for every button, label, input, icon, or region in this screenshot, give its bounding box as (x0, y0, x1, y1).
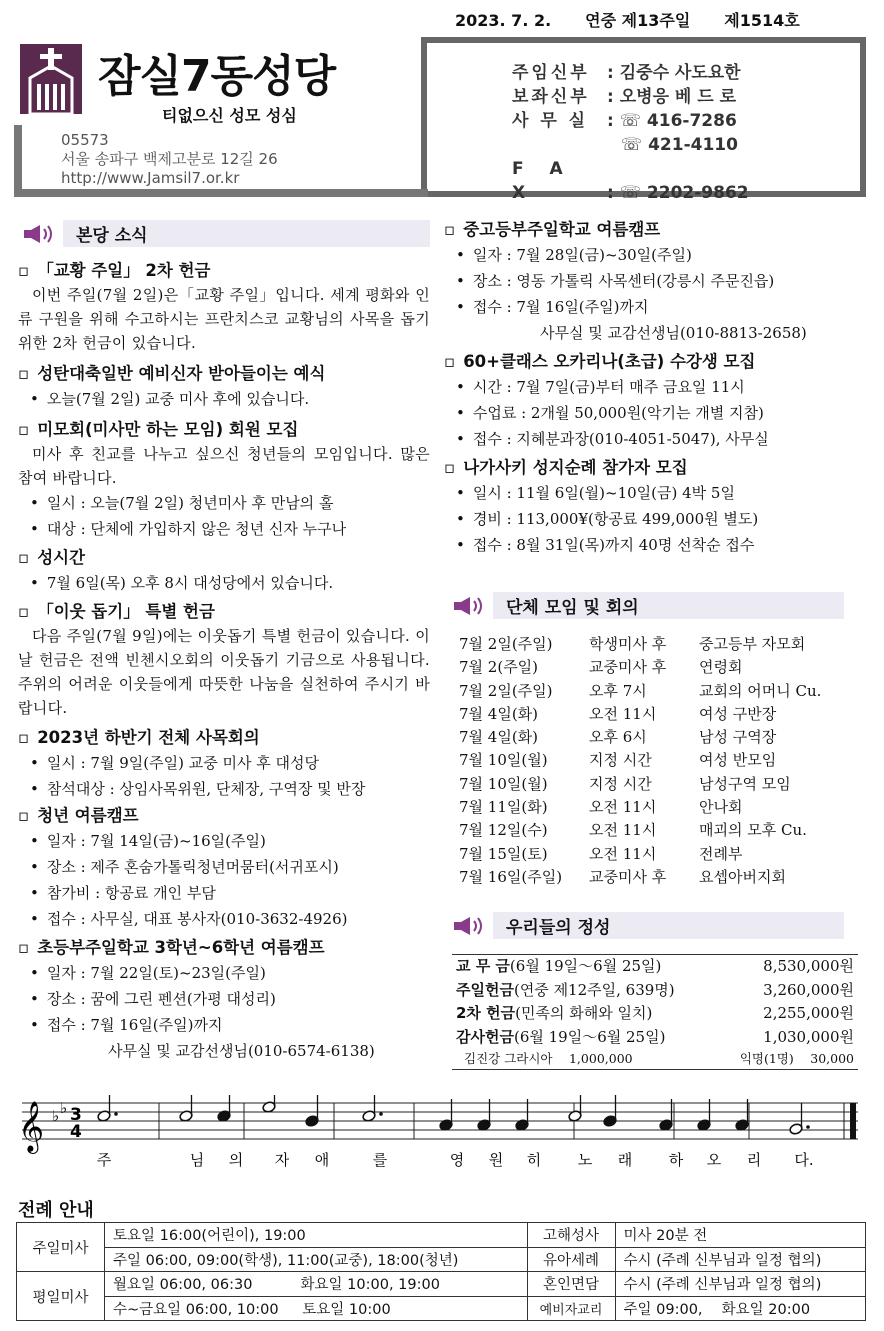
schedule-time: 오전 11시 (589, 821, 657, 840)
news-bullet-continued: 사무실 및 교감선생님(010-8813-2658) (540, 324, 807, 342)
schedule-group: 매괴의 모후 Cu. (699, 821, 807, 840)
speaker-icon (452, 595, 488, 617)
liturgy-row (17, 1223, 866, 1248)
schedule-date: 7월 15일(토) (459, 844, 548, 863)
news-bullet: • 시간 : 7월 7일(금)부터 매주 금요일 11시 (444, 374, 864, 400)
zip-code: 05573 (61, 131, 109, 149)
schedule-row (459, 796, 859, 819)
lyric-syllable: 다. (794, 1151, 814, 1169)
schedule-date: 7월 4일(화) (459, 704, 539, 723)
schedule-group: 남성구역 모임 (699, 774, 791, 793)
schedule-row (459, 843, 859, 866)
news-bullet: • 장소 : 꿈에 그린 펜션(가평 대성리) (18, 986, 430, 1012)
issue-date: 2023. 7. 2. (455, 11, 552, 30)
lyric-syllable: 히 (526, 1151, 542, 1169)
lyric-syllable: 의 (228, 1151, 244, 1169)
news-bullet: • 일자 : 7월 14일(금)~16일(주일) (18, 828, 430, 854)
schedule-time: 오후 7시 (589, 681, 647, 700)
liturgy-row (17, 1296, 866, 1321)
news-bullet-continued: 사무실 및 교감선생님(010-6574-6138) (108, 1042, 375, 1060)
schedule-time: 교중미사 후 (589, 658, 667, 677)
parish-address (61, 131, 278, 188)
liturgy-table (16, 1222, 866, 1321)
news-title-pastoral-meeting: ▫ 2023년 하반기 전체 사목회의 (18, 726, 430, 750)
news-bullet: • 대상 : 단체에 가입하지 않은 청년 신자 누구나 (18, 516, 430, 542)
section-header-parish-news: 본당 소식 (18, 220, 430, 247)
liturgy-row (17, 1247, 866, 1272)
news-title-highschool-camp: ▫ 중고등부주일학교 여름캠프 (444, 218, 864, 242)
infant-baptism-time: 수시 (주례 신부님과 일정 협의) (615, 1247, 865, 1272)
lyric-syllable: 를 (372, 1151, 388, 1169)
left-column (18, 220, 430, 1064)
schedule-row (459, 703, 859, 726)
schedule-time: 오후 6시 (589, 728, 647, 747)
news-title-elementary-camp: ▫ 초등부주일학교 3학년~6학년 여름캠프 (18, 936, 430, 960)
schedule-time: 오전 11시 (589, 798, 657, 817)
schedule-date: 7월 4일(화) (459, 728, 539, 747)
schedule-group: 교회의 어머니 Cu. (699, 681, 822, 700)
section-header-meetings: 단체 모임 및 회의 (448, 592, 844, 619)
speaker-icon (452, 915, 488, 937)
news-title-neighbor-offering: ▫ 「이웃 돕기」 특별 헌금 (18, 600, 430, 624)
contact-row: ☏ 421-4110 (620, 135, 738, 155)
contact-row: 보좌신부 : 오병응 베 드 로 (512, 87, 737, 107)
catechumen-class-header: 예비자교리 (527, 1296, 615, 1321)
section-header-offerings: 우리들의 정성 (448, 912, 844, 939)
marriage-interview-header: 혼인면담 (527, 1272, 615, 1297)
liturgical-week: 연중 제13주일 (585, 11, 691, 30)
treble-clef-icon: 𝄞 (18, 1101, 45, 1152)
lyric-syllable: 주 (96, 1151, 112, 1169)
lyric-syllable: 애 (314, 1151, 330, 1169)
schedule-row (459, 656, 859, 679)
lyrics (97, 1151, 814, 1169)
news-bullet: • 참가비 : 항공료 개인 부담 (18, 880, 430, 906)
infant-baptism-header: 유아세례 (527, 1247, 615, 1272)
news-title-mimohoe: ▫ 미모회(미사만 하는 모임) 회원 모집 (18, 418, 430, 442)
contact-row: 주임신부 : 김중수 사도요한 (512, 63, 741, 83)
contact-row: 사 무 실 : ☏ 416-7286 (512, 111, 737, 131)
flat-sign-icon: ♭ (60, 1099, 68, 1117)
schedule-group: 연령회 (699, 658, 743, 677)
news-bullet: • 오늘(7월 2일) 교중 미사 후에 있습니다. (18, 386, 430, 412)
news-bullet: • 장소 : 영동 가톨릭 사목센터(강릉시 주문진읍) (444, 268, 864, 294)
schedule-row (459, 819, 859, 842)
parish-name: 잠실7동성당 (98, 51, 336, 102)
hymn-score (14, 1095, 864, 1175)
schedule-date: 7월 2일(주일) (459, 681, 553, 700)
schedule-time: 지정 시간 (589, 774, 652, 793)
news-bullet: • 일시 : 7월 9일(주일) 교중 미사 후 대성당 (18, 750, 430, 776)
schedule-group: 요셉아버지회 (699, 867, 786, 886)
website-link[interactable]: http://www.Jamsil7.or.kr (61, 169, 240, 187)
street-address: 서울 송파구 백제고분로 12길 26 (61, 150, 278, 168)
church-logo-icon (20, 44, 82, 114)
news-title-catechumen-rite: ▫ 성탄대축일반 예비신자 받아들이는 예식 (18, 362, 430, 386)
news-bullet: • 일자 : 7월 28일(금)~30일(주일) (444, 242, 864, 268)
schedule-group: 여성 반모임 (699, 751, 777, 770)
schedule-date: 7월 16일(주일) (459, 867, 563, 886)
liturgy-row (17, 1272, 866, 1297)
schedule-row (459, 633, 859, 656)
news-bullet: • 접수 : 지혜분과장(010-4051-5047), 사무실 (444, 426, 864, 452)
offering-detail-row: 김진강 그라시아 1,000,000 익명(1명) 30,000 (464, 1051, 854, 1066)
weekday-mass-time: 수~금요일 06:00, 10:00 토요일 10:00 (105, 1296, 528, 1321)
schedule-row (459, 749, 859, 772)
news-text: 이번 주일(7월 2일)은「교황 주일」입니다. 세계 평화와 인류 구원을 위해 수고하시는 프란치스코 교황님의 사목을 돕기 위한 2차 헌금이 있습니다. (18, 286, 430, 352)
lyric-syllable: 래 (617, 1151, 633, 1169)
news-title-holy-hour: ▫ 성시간 (18, 546, 430, 570)
news-bullet: • 경비 : 113,000¥(항공료 499,000원 별도) (444, 506, 864, 532)
schedule-time: 학생미사 후 (589, 635, 667, 653)
schedule-group: 중고등부 자모회 (699, 635, 806, 653)
offerings-table (452, 954, 858, 1070)
news-bullet: • 참석대상 : 상임사목위원, 단체장, 구역장 및 반장 (18, 776, 430, 802)
sunday-mass-time: 주일 06:00, 09:00(학생), 11:00(교중), 18:00(청년) (105, 1247, 528, 1272)
news-bullet: • 장소 : 제주 혼숨가톨릭청년머뭄터(서귀포시) (18, 854, 430, 880)
news-bullet: • 접수 : 8월 31일(목)까지 40명 선착순 접수 (444, 532, 864, 558)
note-dot (806, 1125, 810, 1129)
schedule-date: 7월 11일(화) (459, 798, 548, 817)
schedule-group: 안나회 (699, 798, 743, 817)
schedule-group: 남성 구역장 (699, 728, 777, 747)
offering-row: 감사헌금(6월 19일～6월 25일) 1,030,000원 (456, 1027, 854, 1046)
lyric-syllable: 리 (746, 1151, 762, 1169)
news-title-ocarina: ▫ 60+클래스 오카리나(초급) 수강생 모집 (444, 350, 864, 374)
schedule-time: 지정 시간 (589, 751, 652, 770)
schedule-date: 7월 2(주일) (459, 658, 539, 677)
time-signature: 3 (70, 1105, 82, 1125)
final-barline (850, 1103, 856, 1139)
news-bullet: • 일시 : 11월 6일(월)~10일(금) 4박 5일 (444, 480, 864, 506)
liturgy-title: 전례 안내 (18, 1200, 94, 1221)
lyric-syllable: 오 (706, 1151, 722, 1169)
schedule-row (459, 773, 859, 796)
news-bullet: • 접수 : 사무실, 대표 봉사자(010-3632-4926) (18, 906, 430, 932)
news-bullet: • 7월 6일(목) 오후 8시 대성당에서 있습니다. (18, 570, 430, 596)
confession-header: 고해성사 (527, 1223, 615, 1248)
schedule-time: 오전 11시 (589, 704, 657, 723)
lyric-syllable: 영 (449, 1151, 465, 1169)
offering-row: 2차 헌금(민족의 화해와 일치) 2,255,000원 (456, 1004, 854, 1022)
news-title-youth-camp: ▫ 청년 여름캠프 (18, 804, 430, 828)
sunday-mass-header: 주일미사 (17, 1223, 105, 1272)
note-dot (379, 1112, 383, 1116)
speaker-icon (22, 223, 58, 245)
schedule-date: 7월 2일(주일) (459, 635, 553, 653)
schedule-group: 전례부 (699, 844, 743, 863)
schedule-date: 7월 10일(월) (459, 774, 548, 793)
lyric-syllable: 원 (488, 1151, 504, 1169)
lyric-syllable: 님 (189, 1151, 205, 1169)
news-bullet: • 수업료 : 2개월 50,000원(악기는 개별 지참) (444, 400, 864, 426)
schedule-group: 여성 구반장 (699, 704, 777, 723)
news-bullet: • 접수 : 7월 16일(주일)까지 (444, 294, 864, 320)
lyric-syllable: 하 (668, 1151, 684, 1169)
news-bullet: • 일자 : 7월 22일(토)~23일(주일) (18, 960, 430, 986)
contact-list (512, 61, 749, 205)
time-signature: 4 (70, 1122, 82, 1142)
news-title-nagasaki-pilgrimage: ▫ 나가사키 성지순례 참가자 모집 (444, 456, 864, 480)
issue-number: 제1514호 (724, 11, 800, 30)
schedule-row (459, 680, 859, 703)
contact-row: F A X : ☏ 2202-9862 (512, 159, 749, 203)
confession-time: 미사 20분 전 (615, 1223, 865, 1248)
news-text: 다음 주일(7월 9일)에는 이웃돕기 특별 헌금이 있습니다. 이날 헌금은 전액 빈첸시오회의 이웃돕기 기금으로 사용됩니다. 주위의 어려운 이웃들에게 따뜻한 나눔을 실천하여 주시기 바랍니다. (18, 627, 430, 717)
offering-row: 주일헌금(연중 제12주일, 639명) 3,260,000원 (456, 980, 854, 999)
marriage-interview-time: 수시 (주례 신부님과 일정 협의) (615, 1272, 865, 1297)
parish-patron: 티없으신 성모 성심 (162, 106, 297, 125)
news-text: 미사 후 친교를 나누고 싶으신 청년들의 모임입니다. 많은 참여 바랍니다. (18, 445, 430, 487)
schedule-date: 7월 10일(월) (459, 751, 548, 770)
note-dot (114, 1112, 118, 1116)
right-column (444, 218, 864, 558)
meeting-schedule (459, 633, 859, 889)
schedule-row (459, 726, 859, 749)
schedule-time: 교중미사 후 (589, 867, 667, 886)
flat-sign-icon: ♭ (52, 1107, 60, 1125)
staff-lines (22, 1103, 858, 1139)
lyric-syllable: 노 (577, 1151, 593, 1169)
news-title-papal-sunday: ▫ 「교황 주일」 2차 헌금 (18, 259, 430, 283)
weekday-mass-header: 평일미사 (17, 1272, 105, 1321)
schedule-time: 오전 11시 (589, 844, 657, 863)
notes (97, 1095, 810, 1139)
schedule-row (459, 866, 859, 889)
catechumen-class-time: 주일 09:00, 화요일 20:00 (615, 1296, 865, 1321)
lyric-syllable: 자 (274, 1151, 290, 1169)
offering-row: 교 무 금(6월 19일～6월 25일) 8,530,000원 (456, 957, 854, 975)
schedule-date: 7월 12일(수) (459, 821, 548, 840)
news-bullet: • 일시 : 오늘(7월 2일) 청년미사 후 만남의 홀 (18, 490, 430, 516)
weekday-mass-time: 월요일 06:00, 06:30 화요일 10:00, 19:00 (105, 1272, 528, 1297)
news-bullet: • 접수 : 7월 16일(주일)까지 (18, 1012, 430, 1038)
sunday-mass-time: 토요일 16:00(어린이), 19:00 (105, 1223, 528, 1248)
issue-line (455, 8, 875, 31)
